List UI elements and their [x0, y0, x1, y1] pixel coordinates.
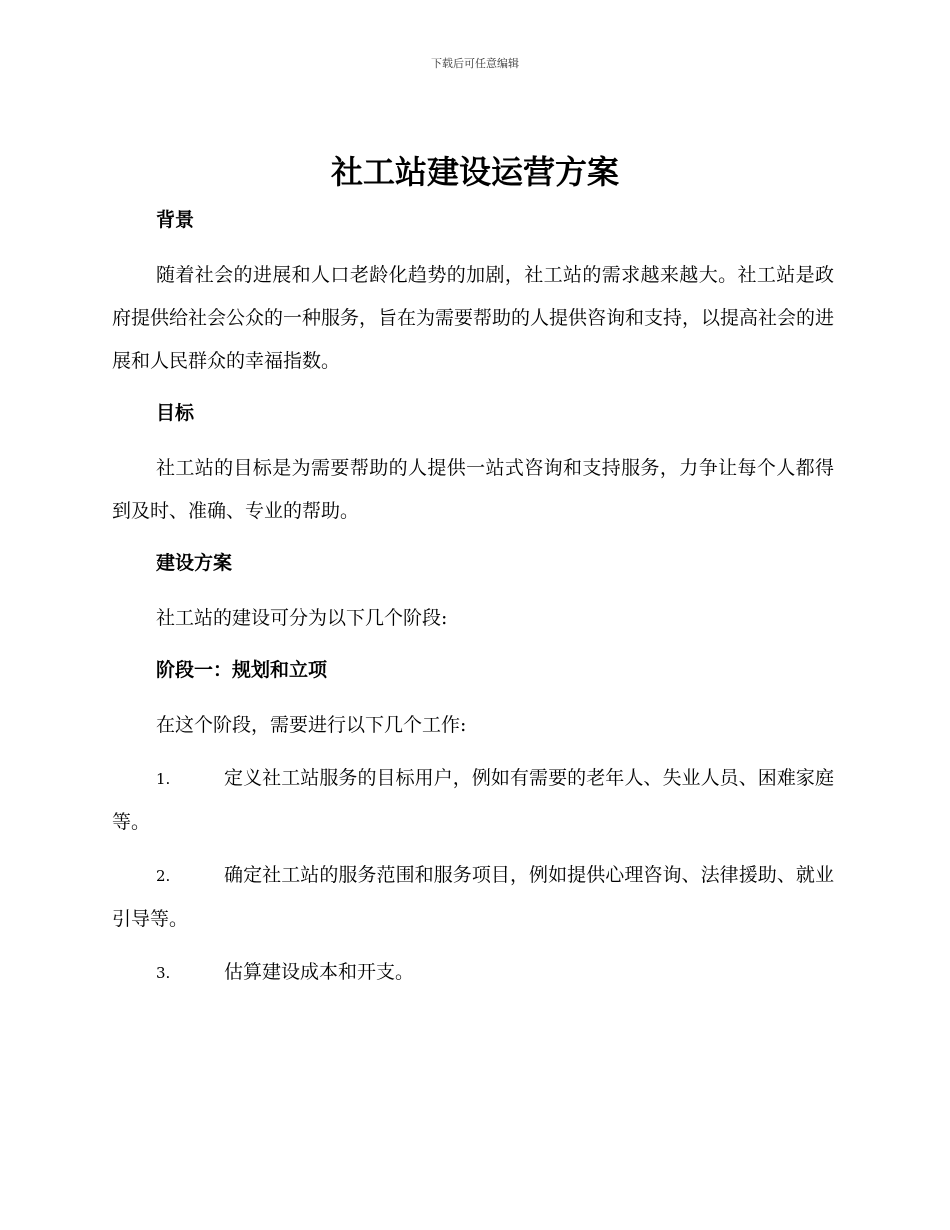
paragraph-plan: 社工站的建设可分为以下几个阶段:	[156, 607, 448, 629]
document-title: 社工站建设运营方案	[330, 153, 619, 191]
section-heading-plan: 建设方案	[156, 552, 233, 574]
paragraph-stage1-intro: 在这个阶段，需要进行以下几个工作:	[156, 714, 467, 736]
document-body	[112, 200, 834, 1005]
section-heading-background: 背景	[156, 209, 195, 231]
list-item	[112, 757, 834, 844]
list-item-text: 定义社工站服务的目标用户，例如有需要的老年人、失业人员、困难家庭等。	[112, 767, 834, 833]
list-item-text: 确定社工站的服务范围和服务项目，例如提供心理咨询、法律援助、就业引导等。	[112, 864, 834, 930]
list-item-number: 2.	[156, 867, 171, 885]
paragraph-goal: 社工站的目标是为需要帮助的人提供一站式咨询和支持服务，力争让每个人都得到及时、准确、专业的帮助。	[112, 457, 834, 522]
list-item-number: 1.	[156, 770, 171, 788]
list-item	[112, 854, 834, 941]
list-item-text: 估算建设成本和开支。	[224, 961, 415, 983]
list-item-number: 3.	[156, 964, 171, 982]
section-heading-stage1: 阶段一：规划和立项	[156, 659, 328, 681]
section-heading-goal: 目标	[156, 402, 195, 424]
paragraph-background: 随着社会的进展和人口老龄化趋势的加剧，社工站的需求越来越大。社工站是政府提供给社会公众的一种服务，旨在为需要帮助的人提供咨询和支持，以提高社会的进展和人民群众的幸福指数。	[112, 264, 835, 372]
list-item	[112, 951, 834, 995]
header-note: 下载后可任意编辑	[431, 57, 519, 70]
